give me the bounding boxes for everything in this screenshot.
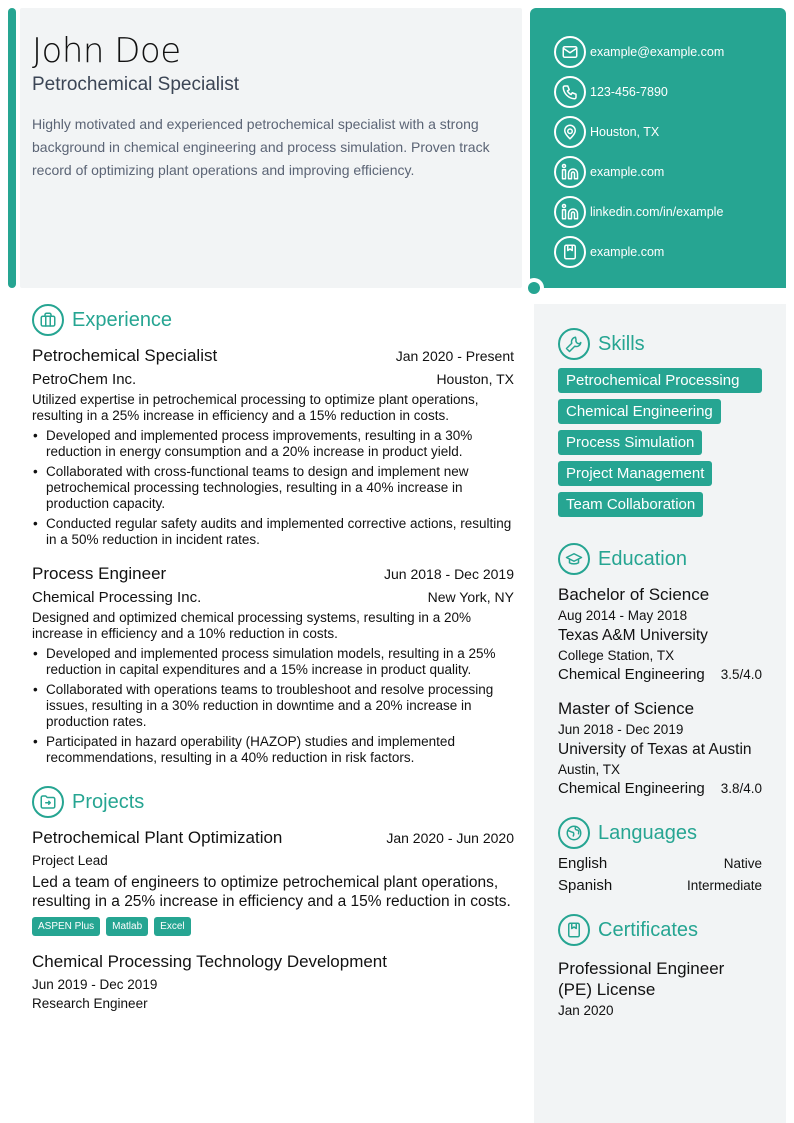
project-tags — [32, 917, 514, 936]
job-entry — [32, 564, 514, 766]
project-entry — [32, 828, 514, 936]
skill-badge: Chemical Engineering — [558, 399, 721, 424]
edu-date: Aug 2014 - May 2018 — [558, 608, 688, 623]
contact-location-text: Houston, TX — [590, 125, 660, 139]
contact-linkedin-text: linkedin.com/in/example — [590, 205, 724, 219]
job-bullet: • Conducted regular safety audits and implemented corrective actions, resulting in a 50% reduction in incident rates. — [32, 516, 514, 548]
contact-phone-text: 123-456-7890 — [590, 85, 668, 99]
contact-phone[interactable] — [554, 72, 786, 112]
project-tag: ASPEN Plus — [32, 917, 100, 936]
job-bullet: • Developed and implemented process simulation models, resulting in a 25% reduction in capital expenditures and a 15% increase in product quality. — [32, 646, 514, 678]
job-bullets — [32, 428, 514, 548]
folder-icon — [32, 786, 64, 818]
job-title: Process Engineer — [32, 564, 167, 583]
project-entry — [32, 952, 514, 1011]
timeline-dot — [524, 278, 544, 298]
accent-bar — [8, 8, 16, 288]
certificate-date: Jan 2020 — [558, 1003, 614, 1018]
education-heading — [558, 543, 762, 575]
skills-title: Skills — [598, 332, 645, 355]
phone-icon — [554, 76, 586, 108]
edu-field: Chemical Engineering — [558, 780, 705, 797]
project-date: Jan 2020 - Jun 2020 — [386, 830, 514, 846]
education-title: Education — [598, 547, 687, 570]
certificate-entry — [558, 958, 762, 1018]
job-bullet: • Collaborated with operations teams to troubleshoot and resolve processing issues, resulting in a 30% reduction in downtime and a 20% increase in production rates. — [32, 682, 514, 730]
projects-heading — [32, 786, 514, 818]
contact-portfolio[interactable] — [554, 232, 786, 272]
languages-title: Languages — [598, 821, 697, 844]
sidebar — [534, 304, 786, 1123]
experience-heading — [32, 304, 514, 336]
job-description: Designed and optimized chemical processing systems, resulting in a 20% increase in efficiency and a 10% reduction in costs. — [32, 610, 471, 641]
edu-degree: Master of Science — [558, 699, 695, 718]
edu-field: Chemical Engineering — [558, 666, 705, 683]
contact-linkedin[interactable] — [554, 192, 786, 232]
projects-title: Projects — [72, 790, 145, 813]
job-date: Jun 2018 - Dec 2019 — [384, 566, 514, 582]
language-row — [558, 855, 762, 872]
linkedin-icon — [554, 156, 586, 188]
skill-badge: Project Management — [558, 461, 712, 486]
contact-panel — [530, 8, 786, 288]
job-bullet: • Collaborated with cross-functional teams to design and implement new petrochemical processing technologies, resulting in a 40% increase in production capacity. — [32, 464, 514, 512]
contact-email[interactable] — [554, 32, 786, 72]
email-icon — [554, 36, 586, 68]
graduation-cap-icon — [558, 543, 590, 575]
job-company: Chemical Processing Inc. — [32, 589, 202, 606]
contact-website-text: example.com — [590, 165, 665, 179]
language-row — [558, 877, 762, 894]
job-bullet: • Developed and implemented process improvements, resulting in a 30% reduction in energy consumption and a 20% increase in product yield. — [32, 428, 514, 460]
experience-title: Experience — [72, 308, 173, 331]
location-icon — [554, 116, 586, 148]
edu-location: Austin, TX — [558, 762, 621, 777]
language-level: Intermediate — [686, 878, 762, 893]
job-bullets — [32, 646, 514, 766]
project-role: Research Engineer — [32, 996, 148, 1011]
globe-icon — [558, 817, 590, 849]
education-entry — [558, 699, 762, 797]
edu-location: College Station, TX — [558, 648, 675, 663]
certificate-name: Professional Engineer (PE) License — [558, 959, 725, 999]
candidate-name: John Doe — [32, 31, 181, 71]
edu-degree: Bachelor of Science — [558, 585, 710, 604]
job-company: PetroChem Inc. — [32, 371, 137, 388]
certificates-heading — [558, 914, 762, 946]
project-role: Project Lead — [32, 853, 108, 868]
edu-date: Jun 2018 - Dec 2019 — [558, 722, 684, 737]
skills-heading — [558, 328, 762, 360]
edu-gpa: 3.8/4.0 — [720, 781, 762, 796]
certificate-icon — [558, 914, 590, 946]
bookmark-icon — [554, 236, 586, 268]
project-tag: Excel — [154, 917, 190, 936]
briefcase-icon — [32, 304, 64, 336]
job-location: New York, NY — [427, 589, 514, 605]
language-name: Spanish — [558, 877, 613, 894]
skills-list — [558, 368, 762, 523]
skill-badge: Team Collaboration — [558, 492, 703, 517]
skill-badge: Process Simulation — [558, 430, 702, 455]
language-name: English — [558, 855, 608, 872]
project-description: Led a team of engineers to optimize petrochemical plant operations, resulting in a 25% increase in efficiency and a 15% reduction in costs. — [32, 874, 511, 910]
linkedin-icon — [554, 196, 586, 228]
skill-badge: Petrochemical Processing — [558, 368, 762, 393]
languages-list — [558, 855, 762, 894]
contact-website[interactable] — [554, 152, 786, 192]
edu-gpa: 3.5/4.0 — [720, 667, 762, 682]
education-entry — [558, 585, 762, 683]
project-title: Petrochemical Plant Optimization — [32, 828, 283, 847]
job-entry — [32, 346, 514, 548]
job-title: Petrochemical Specialist — [32, 346, 218, 365]
languages-heading — [558, 817, 762, 849]
language-level: Native — [723, 856, 762, 871]
candidate-title: Petrochemical Specialist — [32, 74, 239, 95]
wrench-icon — [558, 328, 590, 360]
main-column — [32, 304, 514, 1011]
edu-school: University of Texas at Austin — [558, 741, 752, 758]
summary-text: Highly motivated and experienced petrochemical specialist with a strong background in chemical engineering and process simulation. Proven track record of optimizing plant operations and improving efficiency. — [32, 116, 490, 178]
contact-portfolio-text: example.com — [590, 245, 665, 259]
job-description: Utilized expertise in petrochemical processing to optimize plant operations, resulting in a 25% increase in efficiency and a 15% reduction in costs. — [32, 392, 479, 423]
contact-email-text: example@example.com — [590, 45, 725, 59]
edu-school: Texas A&M University — [558, 627, 708, 644]
contact-location — [554, 112, 786, 152]
project-title: Chemical Processing Technology Development — [32, 952, 387, 971]
project-date: Jun 2019 - Dec 2019 — [32, 977, 158, 992]
certificates-title: Certificates — [598, 918, 699, 941]
project-tag: Matlab — [106, 917, 148, 936]
header-panel — [20, 8, 522, 288]
job-location: Houston, TX — [436, 371, 514, 387]
job-date: Jan 2020 - Present — [395, 348, 514, 364]
job-bullet: • Participated in hazard operability (HAZOP) studies and implemented recommendations, resulting in a 40% reduction in risk factors. — [32, 734, 514, 766]
